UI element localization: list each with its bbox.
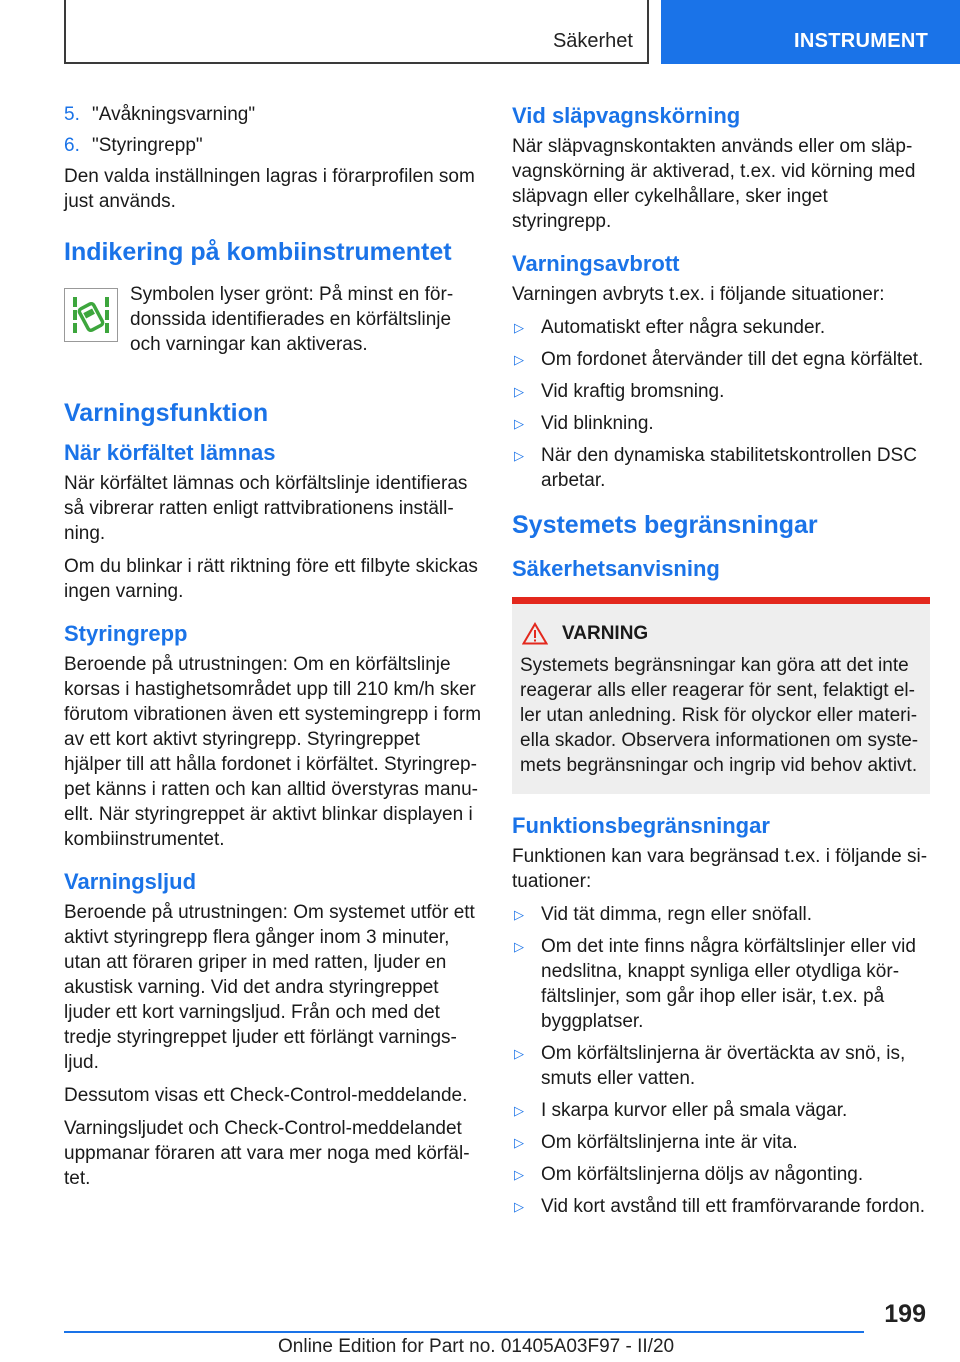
paragraph: Beroende på utrustningen: Om systemet utför ett aktivt styringrepp flera gånger inom 3 minuter, utan att föraren griper in med ratten, ljuder en akustisk varning. Vid det andra styringreppet ljuder ett kort varningsljud. Från och med det tredje styringreppet ljuder ett förlängt varningsljud. — [64, 902, 475, 1073]
list-text: Vid kraftig bromsning. — [541, 381, 725, 402]
list-text: Vid kort avstånd till ett framförvarande fordon. — [541, 1196, 926, 1217]
list-text: Om körfältslinjerna döljs av någonting. — [541, 1164, 864, 1185]
header-chapter-tab — [661, 0, 960, 64]
triangle-bullet-icon: ▷ — [514, 1135, 524, 1150]
paragraph: När körfältet lämnas och körfältslinje identifieras så vibrerar ratten enligt rattvibrationens inställning. — [64, 473, 468, 544]
warning-title: VARNING — [562, 622, 649, 644]
list-item — [512, 315, 930, 340]
heading-korfaltet-lamnas: När körfältet lämnas — [64, 440, 276, 465]
left-column — [64, 102, 482, 1199]
warning-box — [512, 597, 930, 794]
triangle-bullet-icon: ▷ — [514, 384, 524, 399]
triangle-bullet-icon: ▷ — [514, 907, 524, 922]
list-item — [512, 902, 930, 927]
bullet-list-avbrott — [512, 315, 930, 493]
list-item — [512, 934, 930, 1034]
list-item — [512, 347, 930, 372]
heading-varningsfunktion: Varningsfunktion — [64, 399, 269, 427]
list-item — [64, 133, 482, 158]
list-text: Om körfältslinjerna är övertäckta av snö, is, smuts eller vatten. — [541, 1043, 906, 1089]
list-text: Om det inte finns några körfältslinjer eller vid nedslitna, knappt synliga eller otydliga körfältslinjer, som går ihop eller isär, t.ex. på byggplatser. — [541, 936, 916, 1032]
list-text: När den dynamiska stabilitetskontrollen DSC arbetar. — [541, 445, 917, 491]
paragraph: Om du blinkar i rätt riktning före ett filbyte skickas ingen varning. — [64, 556, 478, 602]
triangle-bullet-icon: ▷ — [514, 448, 524, 463]
list-text: I skarpa kurvor eller på smala vägar. — [541, 1100, 848, 1121]
triangle-bullet-icon: ▷ — [514, 1167, 524, 1182]
heading-slapvagnskorning: Vid släpvagnskörning — [512, 103, 741, 128]
list-text: Om körfältslinjerna inte är vita. — [541, 1132, 798, 1153]
list-item — [512, 1162, 930, 1187]
list-item — [64, 102, 482, 127]
list-item — [512, 443, 930, 493]
numbered-list — [64, 102, 482, 158]
heading-funktionsbegransningar: Funktionsbegränsningar — [512, 813, 770, 838]
heading-systemets-begransningar: Systemets begränsningar — [512, 511, 818, 539]
heading-sakerhetsanvisning: Säkerhetsanvisning — [512, 556, 720, 581]
footer-divider — [64, 1331, 864, 1333]
list-text: Vid tät dimma, regn eller snöfall. — [541, 904, 813, 925]
warning-title-row — [520, 622, 922, 645]
paragraph: Den valda inställningen lagras i förarprofilen som just används. — [64, 166, 475, 212]
triangle-bullet-icon: ▷ — [514, 1103, 524, 1118]
symbol-description: Symbolen lyser grönt: På minst en fördonssida identifierades en körfältslinje och varningar kan aktiveras. — [130, 284, 454, 355]
header-section-label: Säkerhet — [552, 30, 633, 52]
paragraph: Dessutom visas ett Check-Control-meddelande. — [64, 1085, 468, 1106]
header-section-tab — [64, 0, 649, 64]
warning-triangle-icon — [522, 622, 548, 645]
symbol-row — [64, 282, 482, 357]
list-item — [512, 1041, 930, 1091]
heading-indikering: Indikering på kombiinstrumentet — [64, 238, 452, 266]
list-text: Automatiskt efter några sekunder. — [541, 317, 826, 338]
paragraph: Funktionen kan vara begränsad t.ex. i följande situationer: — [512, 846, 928, 892]
list-text: "Styringrepp" — [92, 135, 203, 156]
list-item — [512, 411, 930, 436]
triangle-bullet-icon: ▷ — [514, 939, 524, 954]
triangle-bullet-icon: ▷ — [514, 1199, 524, 1214]
heading-styringrepp: Styringrepp — [64, 621, 188, 646]
paragraph: Beroende på utrustningen: Om en körfältslinje korsas i hastighetsområdet upp till 210 km/h sker förutom vibrationen även ett systemingrepp i form av ett kort aktivt styringrepp. Styringreppet hjälper till att hålla fordonet i körfältet. Styringreppet känns i ratten och kan alltid överstyras manuellt. När styringreppet är aktivt blinkar displayen i kombiinstrumentet. — [64, 654, 482, 850]
triangle-bullet-icon: ▷ — [514, 416, 524, 431]
list-item — [512, 1098, 930, 1123]
heading-varningsavbrott: Varningsavbrott — [512, 251, 680, 276]
triangle-bullet-icon: ▷ — [514, 352, 524, 367]
list-number: 5. — [64, 104, 80, 125]
list-text: "Avåkningsvarning" — [92, 104, 256, 125]
right-column — [512, 102, 930, 1226]
page-number: 199 — [884, 1300, 926, 1328]
triangle-bullet-icon: ▷ — [514, 1046, 524, 1061]
list-text: Om fordonet återvänder till det egna körfältet. — [541, 349, 924, 370]
header-chapter-label: INSTRUMENT — [794, 30, 929, 52]
list-item — [512, 1130, 930, 1155]
list-text: Vid blinkning. — [541, 413, 654, 434]
paragraph: När släpvagnskontakten används eller om släpvagnskörning är aktiverad, t.ex. vid körning med släpvagn eller cykelhållare, sker inget styringrepp. — [512, 136, 916, 232]
list-item — [512, 379, 930, 404]
warning-text: Systemets begränsningar kan göra att det inte reagerar alls eller reagerar för sent, felaktigt eller utan anledning. Risk för olyckor eller materiella skador. Observera informationen om systemets begränsningar och ingrip vid behov aktivt. — [520, 655, 919, 776]
lane-departure-icon — [64, 288, 118, 342]
paragraph: Varningen avbryts t.ex. i följande situationer: — [512, 284, 885, 305]
triangle-bullet-icon: ▷ — [514, 320, 524, 335]
list-item — [512, 1194, 930, 1219]
heading-varningsljud: Varningsljud — [64, 869, 197, 894]
footer-edition: Online Edition for Part no. 01405A03F97 - II/20 — [278, 1336, 675, 1357]
paragraph: Varningsljudet och Check-Control-meddelandet uppmanar föraren att vara mer noga med körfältet. — [64, 1118, 470, 1189]
list-number: 6. — [64, 135, 80, 156]
bullet-list-funktion — [512, 902, 930, 1219]
